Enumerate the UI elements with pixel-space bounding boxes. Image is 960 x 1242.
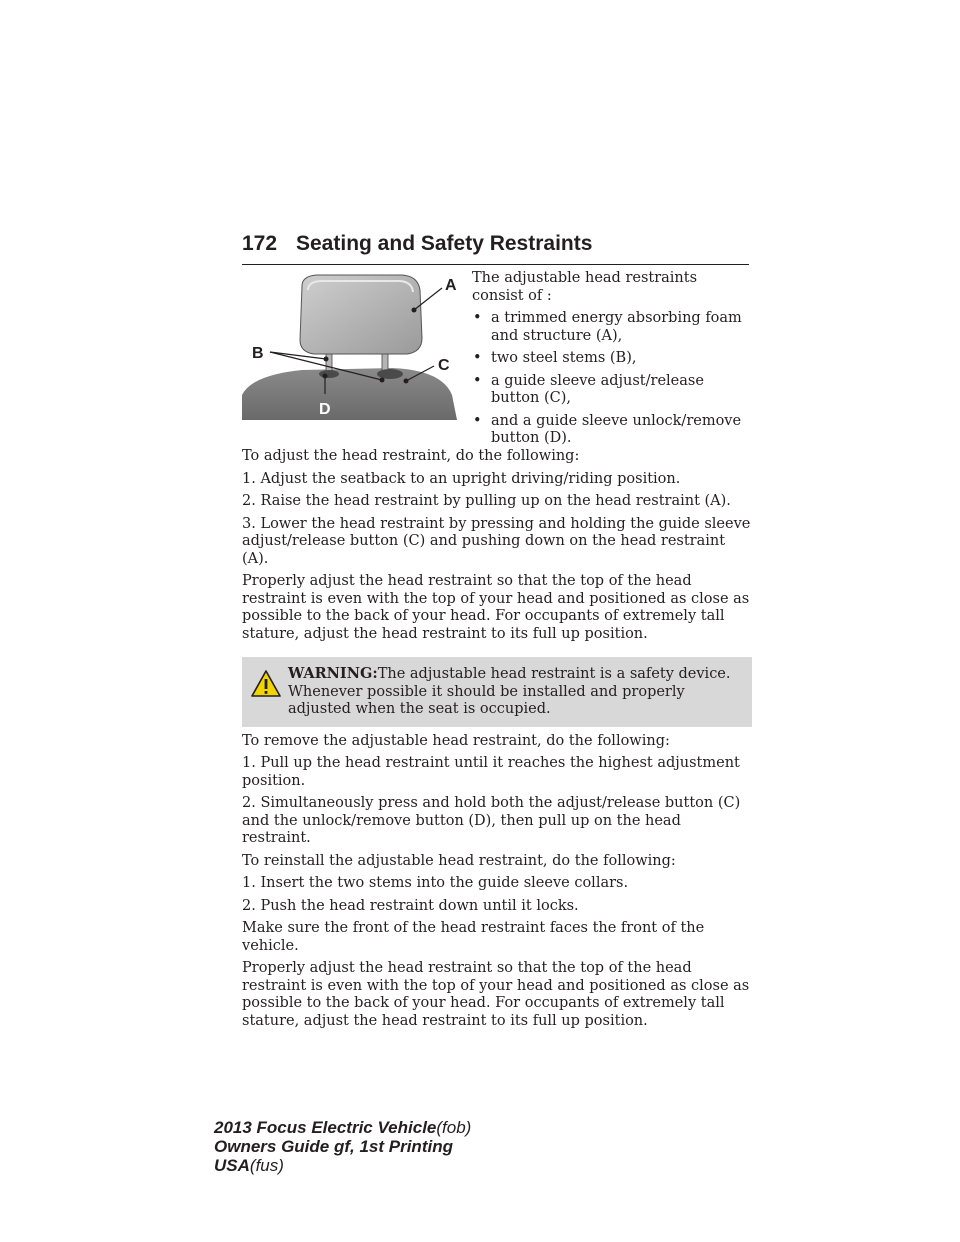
bullet-glyph: • bbox=[473, 350, 482, 366]
footer-vehicle-code: (fob) bbox=[436, 1118, 472, 1137]
paragraph: 2. Push the head restraint down until it locks. bbox=[242, 897, 579, 914]
label-a: A bbox=[445, 277, 457, 294]
paragraph: 3. Lower the head restraint by pressing and holding the guide sleeve adjust/release button (C) and pushing down on the head restraint (A). bbox=[242, 515, 751, 567]
paragraph: To reinstall the adjustable head restraint, do the following: bbox=[242, 852, 676, 869]
seatback-shape bbox=[242, 368, 457, 420]
intro-lead: The adjustable head restraints consist of : bbox=[472, 270, 698, 304]
body-text bbox=[242, 448, 752, 1035]
paragraph: To adjust the head restraint, do the following: bbox=[242, 448, 580, 464]
paragraph: 2. Raise the head restraint by pulling up on the head restraint (A). bbox=[242, 493, 731, 509]
footer-market-code: (fus) bbox=[249, 1156, 284, 1175]
paragraph: Properly adjust the head restraint so that the top of the head restraint is even with the top of your head and positioned as close as possible to the back of your head. For occupants of extremely tall stature, adjust the head restraint to its full up position. bbox=[242, 573, 750, 642]
list-item: • two steel stems (B), bbox=[473, 350, 637, 366]
callout-dot-d bbox=[323, 374, 328, 379]
callout-dot-b2 bbox=[380, 378, 385, 383]
list-item: • a guide sleeve adjust/release button (C), bbox=[473, 372, 704, 406]
paragraph: Properly adjust the head restraint so that the top of the head restraint is even with the top of your head and positioned as close as possible to the back of your head. For occupants of extremely tall stature, adjust the head restraint to its full up position. bbox=[242, 960, 750, 1029]
components-list bbox=[472, 310, 752, 448]
paragraph: 1. Adjust the seatback to an upright driving/riding position. bbox=[242, 470, 681, 487]
warning-line-2: Whenever possible it should be installed and properly adjusted when the seat is occupied. bbox=[288, 683, 685, 717]
document-footer bbox=[214, 1118, 471, 1175]
footer-printing: Owners Guide gf, 1st Printing bbox=[214, 1137, 453, 1156]
components-intro bbox=[472, 270, 752, 453]
warning-box bbox=[242, 657, 752, 727]
footer-vehicle: 2013 Focus Electric Vehicle bbox=[214, 1118, 437, 1137]
warning-line-1: The adjustable head restraint is a safety device. bbox=[377, 666, 731, 682]
warning-text bbox=[242, 665, 744, 719]
callout-dot-c bbox=[404, 379, 409, 384]
label-b: B bbox=[252, 345, 264, 362]
bullet-glyph: • bbox=[473, 412, 482, 429]
guide-sleeve-left bbox=[319, 370, 339, 378]
list-item: • a trimmed energy absorbing foam and structure (A), bbox=[473, 310, 742, 344]
list-item: • and a guide sleeve unlock/remove button (D). bbox=[473, 412, 742, 446]
warning-triangle-icon bbox=[250, 669, 282, 699]
page-number: 172 bbox=[242, 232, 278, 255]
head-restraint-image bbox=[242, 270, 464, 422]
guide-sleeve-right bbox=[377, 369, 403, 379]
callout-dot-b1 bbox=[324, 357, 329, 362]
warning-label: WARNING: bbox=[288, 665, 378, 682]
label-d: D bbox=[319, 401, 331, 418]
callout-dot-a bbox=[412, 308, 417, 313]
label-c: C bbox=[438, 357, 450, 374]
bullet-glyph: • bbox=[473, 372, 482, 389]
section-title: Seating and Safety Restraints bbox=[296, 232, 593, 255]
paragraph: 1. Insert the two stems into the guide sleeve collars. bbox=[242, 875, 629, 891]
head-restraint-shape bbox=[300, 275, 422, 354]
paragraph: To remove the adjustable head restraint, do the following: bbox=[242, 732, 670, 749]
paragraph: 2. Simultaneously press and hold both the adjust/release button (C) and the unlock/remove button (D), then pull up on the head restraint. bbox=[242, 795, 741, 846]
head-restraint-illustration bbox=[242, 270, 464, 422]
bullet-glyph: • bbox=[473, 310, 482, 326]
page-header bbox=[242, 230, 749, 265]
paragraph: Make sure the front of the head restraint faces the front of the vehicle. bbox=[242, 920, 705, 954]
footer-market: USA bbox=[214, 1156, 250, 1175]
paragraph: 1. Pull up the head restraint until it reaches the highest adjustment position. bbox=[242, 755, 740, 789]
